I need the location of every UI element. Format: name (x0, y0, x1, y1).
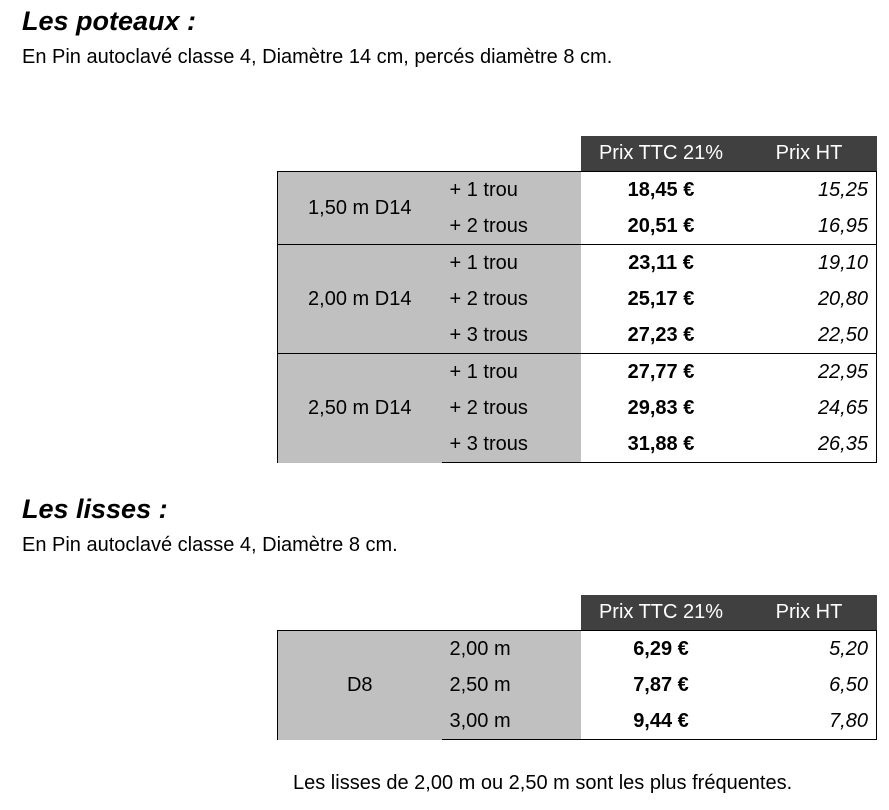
group-label: 2,50 m D14 (278, 354, 442, 463)
option-cell: + 3 trous (442, 426, 581, 463)
price-ht-cell: 24,65 (742, 390, 877, 426)
price-ht-cell: 5,20 (742, 631, 877, 668)
table-header-row (278, 595, 877, 631)
table-row (278, 354, 877, 391)
option-cell: + 2 trous (442, 281, 581, 317)
option-cell: 3,00 m (442, 703, 581, 740)
option-cell: + 1 trou (442, 354, 581, 391)
group-label: D8 (278, 631, 442, 740)
price-ttc-cell: 7,87 € (633, 673, 689, 696)
price-ht-cell: 20,80 (742, 281, 877, 317)
header-prix-ttc: Prix TTC 21% (581, 136, 742, 172)
price-ttc-cell: 27,77 € (581, 354, 742, 391)
table-row (278, 245, 877, 282)
poteaux-subtitle: En Pin autoclavé classe 4, Diamètre 14 cm, percés diamètre 8 cm. (22, 46, 613, 68)
price-ttc-cell: 9,44 € (581, 703, 742, 740)
option-cell: + 2 trous (442, 208, 581, 245)
option-cell: 2,00 m (442, 631, 581, 668)
header-prix-ht: Prix HT (742, 595, 877, 631)
price-ttc-cell: 18,45 € (581, 172, 742, 209)
lisses-subtitle: En Pin autoclavé classe 4, Diamètre 8 cm. (22, 534, 398, 556)
price-ht-cell: 7,80 (742, 703, 877, 740)
header-blank (278, 595, 581, 631)
table-header-row (278, 136, 877, 172)
price-ttc-cell: 31,88 € (581, 426, 742, 463)
option-cell: + 3 trous (442, 317, 581, 354)
price-ttc-cell: 29,83 € (627, 396, 695, 419)
option-cell: + 2 trous (442, 390, 581, 426)
price-ttc-cell: 27,23 € (581, 317, 742, 354)
table-row (278, 172, 877, 209)
header-blank (278, 136, 581, 172)
group-label: 1,50 m D14 (278, 172, 442, 245)
price-ht-cell: 19,10 (742, 245, 877, 282)
price-ttc-cell: 23,11 € (581, 245, 742, 282)
price-ht-cell: 26,35 (742, 426, 877, 463)
option-cell: + 1 trou (442, 245, 581, 282)
price-ht-cell: 22,50 (742, 317, 877, 354)
price-ht-cell: 22,95 (742, 354, 877, 391)
lisses-price-table (277, 595, 877, 740)
option-cell: 2,50 m (442, 667, 581, 703)
price-ht-cell: 15,25 (742, 172, 877, 209)
price-ht-cell: 16,95 (742, 208, 877, 245)
price-ttc-cell: 20,51 € (581, 208, 742, 245)
table-row (278, 631, 877, 668)
lisses-title: Les lisses : (22, 494, 168, 524)
price-ttc-cell: 6,29 € (581, 631, 742, 668)
lisses-note: Les lisses de 2,00 m ou 2,50 m sont les plus fréquentes. (293, 772, 793, 794)
header-prix-ht: Prix HT (742, 136, 877, 172)
price-ttc-cell: 25,17 € (627, 287, 695, 310)
poteaux-title: Les poteaux : (22, 6, 197, 36)
option-cell: + 1 trou (442, 172, 581, 209)
poteaux-price-table (277, 136, 877, 463)
header-prix-ttc: Prix TTC 21% (581, 595, 742, 631)
price-ht-cell: 6,50 (742, 667, 877, 703)
group-label: 2,00 m D14 (278, 245, 442, 354)
